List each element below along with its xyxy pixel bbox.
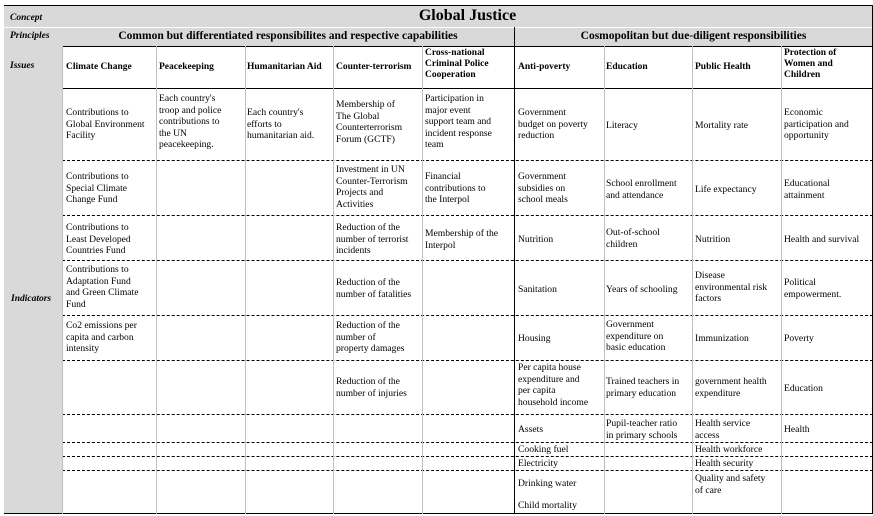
col-divider [333,46,334,514]
indicator-cell: Assets [518,424,544,435]
indicator-cell: Trained teachers in primary education [606,376,680,399]
issue-peacekeeping: Peacekeeping [159,62,214,72]
indicator-cell: Immunization [695,333,749,344]
indicator-cell: government health expenditure [695,376,767,399]
row-separator [62,160,873,161]
indicator-cell: Economic participation and opportunity [784,107,849,142]
indicator-cell: Disease environmental risk factors [695,270,768,305]
indicator-cell: Drinking water [518,478,577,489]
issues-label: Issues [10,61,35,71]
principle-right: Cosmopolitan but due-diligent responsibilities [580,30,807,42]
col-divider [62,46,63,514]
indicator-cell: Life expectancy [695,184,757,195]
indicator-cell: Housing [518,333,551,344]
indicator-cell: Educational attainment [784,178,830,201]
issue-public-health: Public Health [695,62,751,72]
row-separator [62,442,873,443]
indicator-cell: Each country's troop and police contributions to the UN peacekeeping. [159,93,222,151]
issue-women-children: Protection of Women and Children [784,48,837,80]
indicator-cell: Government expenditure on basic education [606,319,666,354]
indicator-cell: Nutrition [695,234,731,245]
issue-police-cooperation: Cross-national Criminal Police Cooperation [425,48,489,80]
principle-left: Common but differentiated responsibilites and respective capabilities [118,30,458,42]
indicator-cell: Health [784,424,810,435]
row-separator [62,456,873,457]
indicator-cell: Health security [695,458,754,469]
indicator-cell: Reduction of the number of property damages [336,320,405,355]
indicator-cell: Mortality rate [695,120,749,131]
indicator-cell: Membership of the Interpol [425,228,499,251]
indicator-cell: Political empowerment. [784,277,842,300]
indicator-cell: Reduction of the number of injuries [336,376,407,399]
rule [4,27,873,28]
col-divider [422,46,423,514]
issue-climate-change: Climate Change [66,62,132,72]
col-divider [245,46,246,514]
indicators-label: Indicators [11,294,52,304]
indicator-cell: Contributions to Global Environment Facility [66,107,145,142]
indicator-cell: Literacy [606,120,638,131]
indicator-cell: Per capita house expenditure and per capita household income [518,362,589,408]
row-separator [62,414,873,415]
indicator-cell: Co2 emissions per capita and carbon intensity [66,320,137,355]
indicator-cell: Poverty [784,333,814,344]
row-separator [62,360,873,361]
issue-counter-terrorism: Counter-terrorism [336,62,412,72]
concept-label: Concept [10,13,43,23]
rule [62,88,873,89]
issue-humanitarian-aid: Humanitarian Aid [247,62,322,72]
indicator-cell: Sanitation [518,284,557,295]
col-divider [692,46,693,514]
row-separator [62,260,873,261]
indicator-cell: Electricity [518,458,558,469]
indicator-cell: Health and survival [784,234,860,245]
indicator-cell: Out-of-school children [606,227,660,250]
indicator-cell: Reduction of the number of terrorist incidents [336,222,409,257]
indicator-cell: Child mortality [518,500,577,511]
indicator-cell: Government subsidies on school meals [518,171,568,206]
indicator-cell: Education [784,383,823,394]
indicator-cell: School enrollment and attendance [606,178,677,201]
row-separator [62,315,873,316]
rule [4,5,873,6]
indicator-cell: Quality and safety of care [695,473,766,496]
row-separator [62,470,873,471]
indicator-cell: Cooking fuel [518,444,569,455]
col-divider [604,46,605,514]
indicator-cell: Contributions to Special Climate Change Fund [66,171,129,206]
page-title: Global Justice [418,7,517,24]
indicator-cell: Pupil-teacher ratio in primary schools [606,418,678,441]
indicator-cell: Investment in UN Counter-Terrorism Projects and Activities [336,164,408,210]
indicator-cell: Each country's efforts to humanitarian aid. [247,107,315,142]
col-divider-main [514,27,515,514]
indicator-cell: Government budget on poverty reduction [518,107,588,142]
indicator-cell: Reduction of the number of fatalities [336,277,412,300]
rule [4,513,873,514]
indicator-cell: Membership of The Global Counterterrorism Forum (GCTF) [336,99,403,145]
issue-education: Education [606,62,648,72]
indicator-cell: Financial contributions to the Interpol [425,171,486,206]
issue-anti-poverty: Anti-poverty [518,62,571,72]
col-divider [156,46,157,514]
indicator-cell: Nutrition [518,234,554,245]
principles-label: Principles [10,31,50,41]
indicator-cell: Participation in major event support team and incident response team [425,93,492,151]
indicator-cell: Years of schooling [606,284,678,295]
col-divider [781,46,782,514]
indicator-cell: Health service access [695,418,751,441]
row-separator [62,215,873,216]
indicator-cell: Health workforce [695,444,763,455]
indicator-cell: Contributions to Least Developed Countries Fund [66,222,131,257]
rule [62,46,873,47]
indicator-cell: Contributions to Adaptation Fund and Green Climate Fund [66,264,139,310]
